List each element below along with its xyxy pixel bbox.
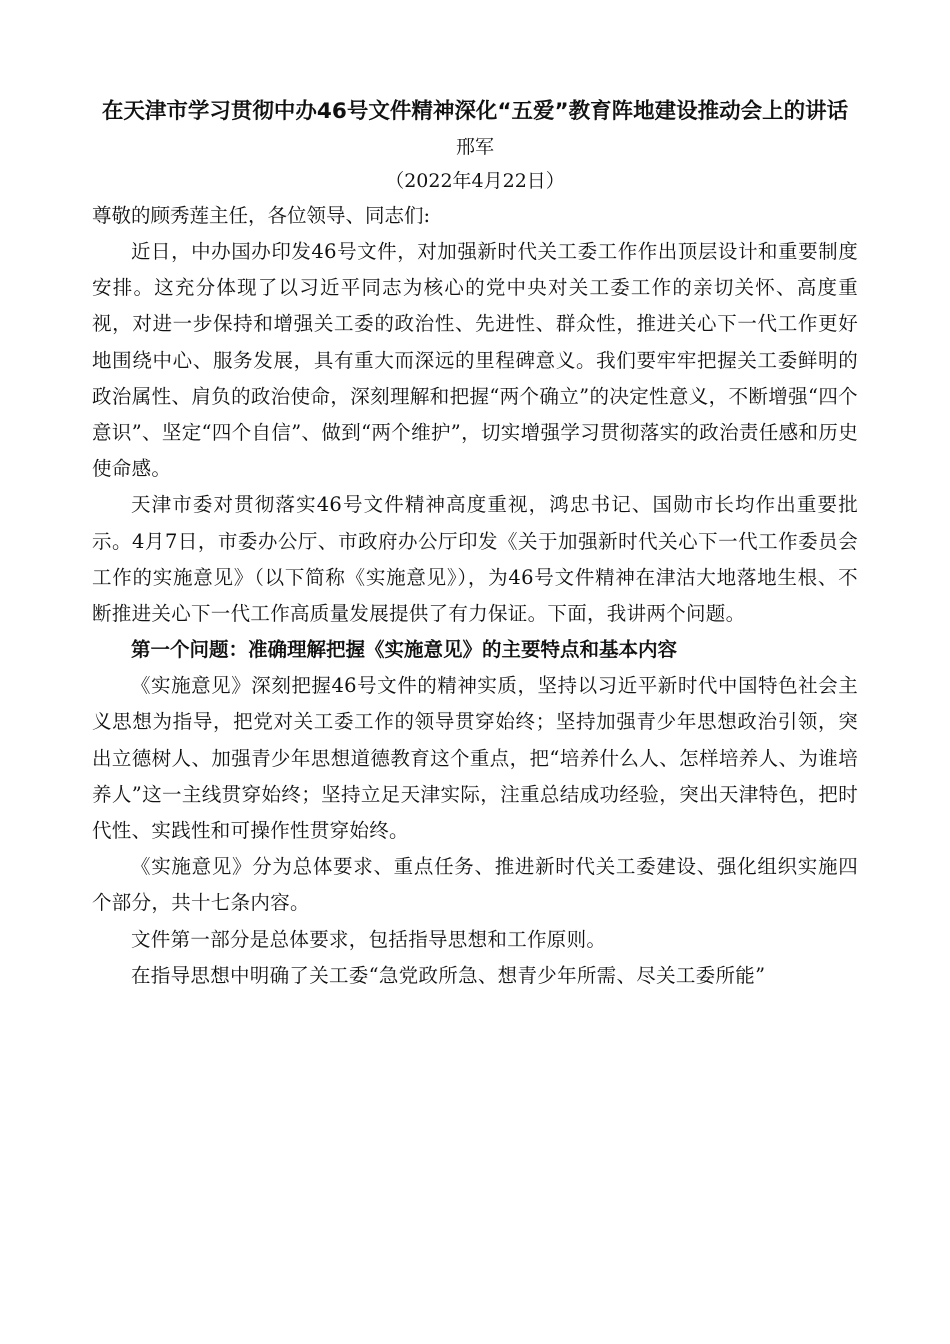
paragraph-features: 《实施意见》深刻把握46号文件的精神实质，坚持以习近平新时代中国特色社会主义思想为指导，把党对关工委工作的领导贯穿始终；坚持加强青少年思想政治引领，突出立德树人、加强青少年思想道德教育这个重点，把“培养什么人、怎样培养人、为谁培养人”这一主线贯穿始终；坚持立足天津实际，注重总结成功经验，突出天津特色，把时代性、实践性和可操作性贯穿始终。	[92, 674, 858, 843]
paragraph-guiding-thought: 在指导思想中明确了关工委“急党政所急、想青少年所需、尽关工委所能”	[131, 963, 766, 987]
paragraph-tianjin: 天津市委对贯彻落实46号文件精神高度重视，鸿忠书记、国勋市长均作出重要批示。4月7日，市委办公厅、市政府办公厅印发《关于加强新时代关心下一代工作委员会工作的实施意见》（以下简称《实施意见》），为46号文件精神在津沽大地落地生根、不断推进关心下一代工作高质量发展提供了有力保证。下面，我讲两个问题。	[92, 493, 858, 626]
document-title: 在天津市学习贯彻中办46号文件精神深化“五爱”教育阵地建设推动会上的讲话	[101, 99, 849, 124]
document-page	[92, 94, 858, 994]
paragraph-intro: 近日，中办国办印发46号文件，对加强新时代关工委工作作出顶层设计和重要制度安排。这充分体现了以习近平同志为核心的党中央对关工委工作的亲切关怀、高度重视，对进一步保持和增强关工委的政治性、先进性、群众性，推进关心下一代工作更好地围绕中心、服务发展，具有重大而深远的里程碑意义。我们要牢牢把握关工委鲜明的政治属性、肩负的政治使命，深刻理解和把握“两个确立”的决定性意义，不断增强“四个意识”、坚定“四个自信”、做到“两个维护”，切实增强学习贯彻落实的政治责任感和历史使命感。	[92, 240, 858, 481]
paragraph-structure: 《实施意见》分为总体要求、重点任务、推进新时代关工委建设、强化组织实施四个部分，共十七条内容。	[92, 855, 858, 915]
section-heading: 第一个问题：准确理解把握《实施意见》的主要特点和基本内容	[131, 638, 678, 662]
speech-date: （2022年4月22日）	[385, 170, 565, 192]
paragraph-part-one: 文件第一部分是总体要求，包括指导思想和工作原则。	[131, 927, 607, 951]
salutation: 尊敬的顾秀莲主任，各位领导、同志们:	[92, 204, 431, 227]
author-name: 邢军	[455, 136, 494, 158]
